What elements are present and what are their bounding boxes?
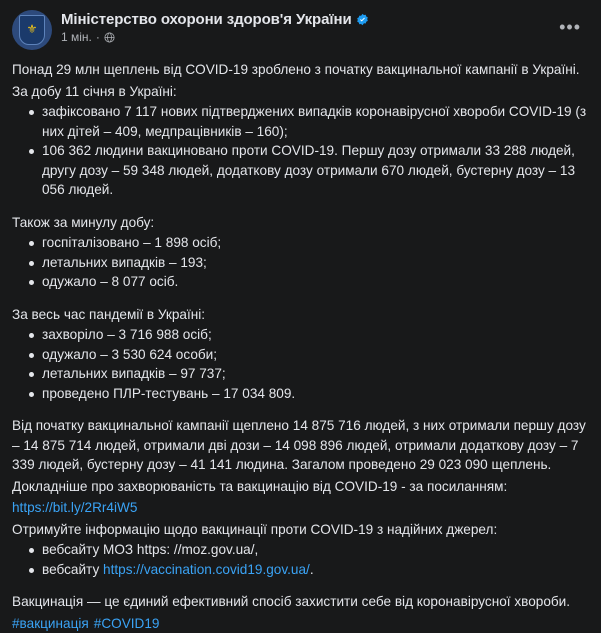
more-info-text: Докладніше про захворюваність та вакцинацію від COVID-19 - за посиланням: xyxy=(12,477,589,497)
hashtag-covid19[interactable]: #COVID19 xyxy=(94,616,160,631)
verified-badge-icon xyxy=(356,13,369,26)
list-item: одужало – 8 077 осіб. xyxy=(42,272,589,292)
post-meta xyxy=(61,30,369,44)
hashtag-row xyxy=(12,614,589,633)
past-day-bullet-list xyxy=(12,233,589,292)
pandemic-bullet-list xyxy=(12,325,589,403)
source-suffix: . xyxy=(310,562,314,577)
past-day-heading: Також за минулу добу: xyxy=(12,213,589,233)
closing-text: Вакцинація — це єдиний ефективний спосіб захистити себе від коронавірусної хвороби. xyxy=(12,592,589,612)
page-name[interactable]: Міністерство охорони здоров'я України xyxy=(61,11,352,28)
sources-text: Отримуйте інформацію щодо вакцинації проти COVID-19 з надійних джерел: xyxy=(12,520,589,540)
list-item: зафіксовано 7 117 нових підтверджених випадків коронавірусної хвороби COVID-19 (з них дітей – 409, медпрацівників – 160); xyxy=(42,102,589,141)
post-header xyxy=(12,10,589,54)
list-item: проведено ПЛР-тестувань – 17 034 809. xyxy=(42,384,589,404)
list-item: летальних випадків – 97 737; xyxy=(42,364,589,384)
list-item: госпіталізовано – 1 898 осіб; xyxy=(42,233,589,253)
avatar[interactable] xyxy=(12,10,52,50)
moz-website-text: вебсайту МОЗ https: //moz.gov.ua/, xyxy=(42,542,258,557)
post-timestamp[interactable]: 1 мін. xyxy=(61,30,92,44)
meta-separator: · xyxy=(96,30,100,44)
vaccination-summary: Від початку вакцинальної кампанії щеплено 14 875 716 людей, з них отримали першу дозу – 14 875 714 людей, отримали дві дози – 14 098 896 людей, отримали додаткову дозу – 7 339 людей, бустерну дозу – 41 141 людина. Загалом проведено 29 023 090 щеплень. xyxy=(12,416,589,475)
ministry-logo-icon: ⚜ xyxy=(19,15,45,45)
post-content xyxy=(12,60,589,633)
list-item: захворіло – 3 716 988 осіб; xyxy=(42,325,589,345)
list-item: 106 362 людини вакциновано проти COVID-19. Першу дозу отримали 33 288 людей, другу дозу – 59 348 людей, додаткову дозу отримали 670 людей, бустерну дозу – 13 056 людей. xyxy=(42,141,589,200)
list-item xyxy=(42,560,589,580)
post-intro: Понад 29 млн щеплень від COVID-19 зроблено з початку вакцинальної кампанії в Україні. xyxy=(12,60,589,80)
bitly-link[interactable]: https://bit.ly/2Rr4iW5 xyxy=(12,500,137,515)
hashtag-vaccination[interactable]: #вакцинація xyxy=(12,616,89,631)
page-name-row xyxy=(61,11,369,28)
source-prefix: вебсайту xyxy=(42,562,103,577)
pandemic-heading: За весь час пандемії в Україні: xyxy=(12,305,589,325)
list-item: одужало – 3 530 624 особи; xyxy=(42,345,589,365)
list-item: летальних випадків – 193; xyxy=(42,253,589,273)
post-author-block xyxy=(61,10,369,44)
post-options-button[interactable]: ••• xyxy=(553,14,587,40)
sources-bullet-list xyxy=(12,540,589,579)
more-info-link-row xyxy=(12,498,589,518)
day-heading: За добу 11 січня в Україні: xyxy=(12,82,589,102)
day-bullet-list xyxy=(12,102,589,200)
globe-icon xyxy=(104,32,115,43)
vaccination-site-link[interactable]: https://vaccination.covid19.gov.ua/ xyxy=(103,562,310,577)
